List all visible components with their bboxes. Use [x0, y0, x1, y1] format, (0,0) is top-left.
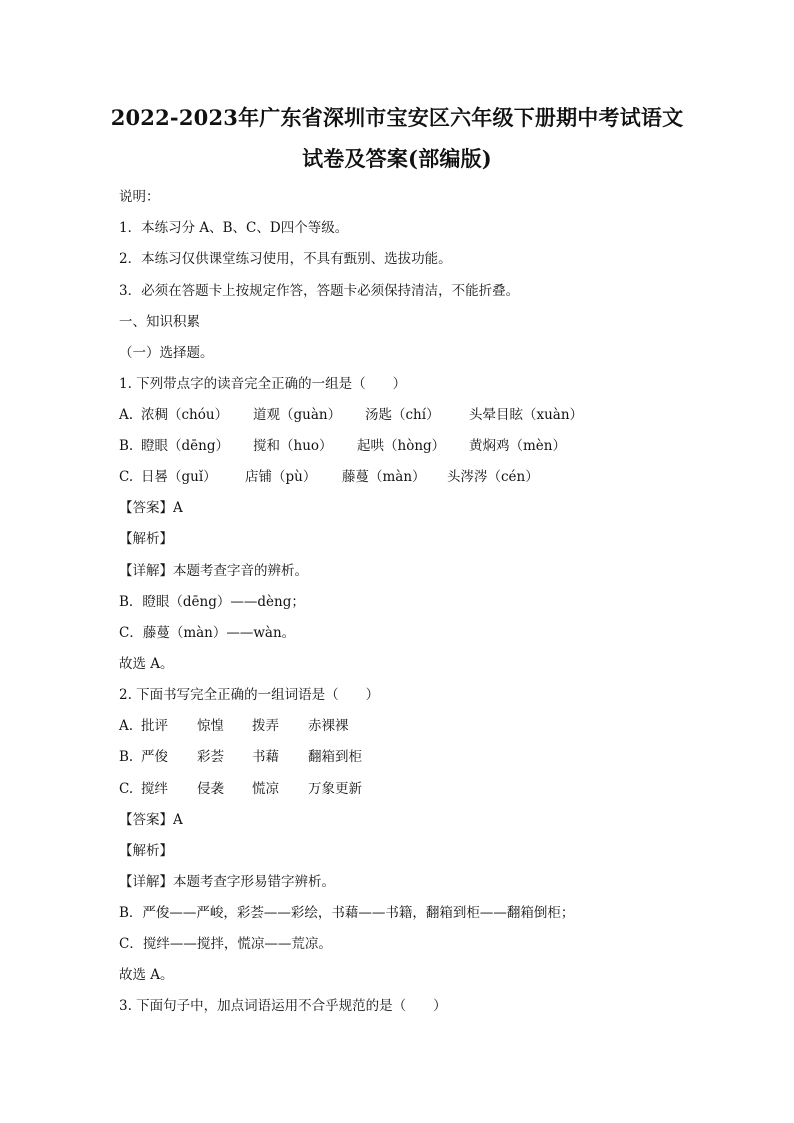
option-item: 万象更新 [308, 781, 362, 797]
option-item: 藤蔓（màn） [342, 469, 426, 485]
option-item: 赤裸裸 [308, 718, 349, 734]
question-1-analysis-label: 【解析】 [119, 531, 173, 547]
option-item: 批评 [141, 718, 168, 734]
option-item: 搅绊 [141, 781, 168, 797]
option-label: B. [119, 438, 134, 454]
option-item: 书藉 [252, 749, 279, 765]
option-item: 汤匙（chí） [365, 407, 440, 423]
option-item: 道观（guàn） [253, 407, 342, 423]
question-1-option-c [119, 467, 679, 487]
option-item: 严俊 [141, 749, 168, 765]
option-item: 惊惶 [197, 718, 224, 734]
document-title-line-1: 2022-2023年广东省深圳市宝安区六年级下册期中考试语文 [110, 105, 684, 130]
option-item: 头晕目眩（xuàn） [469, 407, 584, 423]
question-2-detail: 【详解】本题考查字形易错字辨析。 [119, 874, 335, 890]
option-label: A. [119, 407, 134, 423]
option-item: 拨弄 [252, 718, 279, 734]
question-1-detail: 【详解】本题考查字音的辨析。 [119, 563, 308, 579]
option-item: 慌凉 [252, 781, 279, 797]
question-1-option-a [119, 405, 679, 425]
option-item: 头涔涔（cén） [447, 469, 539, 485]
question-2-analysis-label: 【解析】 [119, 843, 173, 859]
intro-item-1: 1．本练习分 A、B、C、D四个等级。 [119, 220, 349, 236]
question-3-stem: 3. 下面句子中，加点词语运用不合乎规范的是（ ） [119, 998, 447, 1014]
question-2-option-b [119, 747, 679, 767]
question-1-answer: 【答案】A [119, 500, 183, 516]
option-item: 日晷（guǐ） [141, 469, 217, 485]
option-label: C. [119, 781, 134, 797]
option-item: 浓稠（chóu） [141, 407, 229, 423]
option-label: A. [119, 718, 134, 734]
question-2-note-c: C．搅绊——搅拌，慌凉——荒凉。 [119, 936, 332, 952]
question-2-option-c [119, 779, 679, 799]
question-2-conclusion: 故选 A。 [119, 967, 174, 983]
question-1-note-b: B．瞪眼（dēng）——dèng； [119, 594, 305, 610]
option-item: 起哄（hòng） [357, 438, 446, 454]
intro-item-3: 3．必须在答题卡上按规定作答，答题卡必须保持清洁，不能折叠。 [119, 283, 520, 299]
question-1-stem: 1. 下列带点字的读音完全正确的一组是（ ） [119, 376, 407, 392]
question-1-conclusion: 故选 A。 [119, 656, 174, 672]
option-item: 彩荟 [197, 749, 224, 765]
document-title-line-2: 试卷及答案(部编版) [302, 146, 492, 171]
subsection-heading: （一）选择题。 [119, 345, 214, 361]
question-1-option-b [119, 436, 679, 456]
question-2-stem: 2. 下面书写完全正确的一组词语是（ ） [119, 687, 380, 703]
section-heading: 一、知识积累 [119, 314, 200, 330]
option-item: 店铺（pù） [245, 469, 317, 485]
option-item: 搅和（huo） [253, 438, 333, 454]
option-label: B. [119, 749, 134, 765]
option-item: 瞪眼（dēng） [141, 438, 229, 454]
option-item: 黄焖鸡（mèn） [469, 438, 566, 454]
option-item: 翻箱到柜 [308, 749, 362, 765]
question-1-note-c: C．藤蔓（màn）——wàn。 [119, 625, 296, 641]
intro-item-2: 2．本练习仅供课堂练习使用，不具有甄别、选拔功能。 [119, 251, 452, 267]
question-2-answer: 【答案】A [119, 812, 183, 828]
option-item: 侵袭 [197, 781, 224, 797]
question-2-note-b: B．严俊——严峻，彩荟——彩绘，书藉——书籍，翻箱到柜——翻箱倒柜； [119, 905, 575, 921]
question-2-option-a [119, 716, 679, 736]
option-label: C. [119, 469, 134, 485]
intro-heading: 说明： [119, 189, 160, 205]
